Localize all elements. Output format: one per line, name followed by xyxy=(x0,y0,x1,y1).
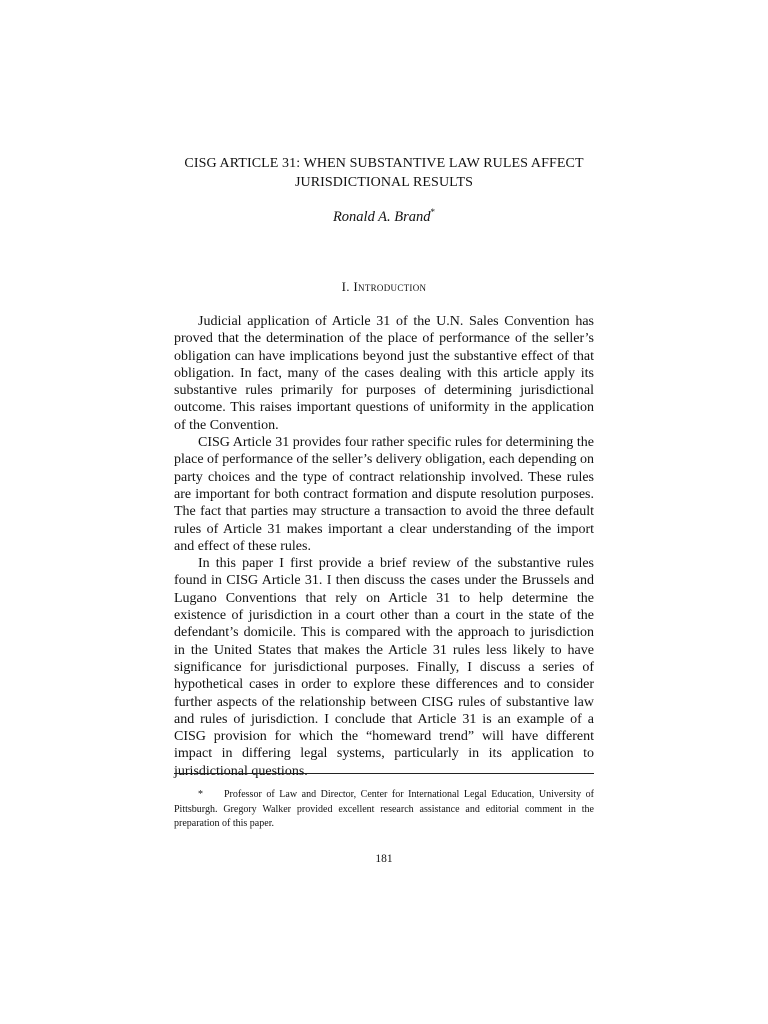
footnote xyxy=(174,788,594,832)
article-title-line-1: CISG ARTICLE 31: WHEN SUBSTANTIVE LAW RULES AFFECT xyxy=(184,156,584,171)
article-title xyxy=(100,154,668,192)
author-byline xyxy=(100,209,668,226)
author-name: Ronald A. Brand xyxy=(332,209,431,225)
body-paragraph-1: Judicial application of Article 31 of the U.N. Sales Convention has proved that the determination of the place of performance of the seller’s obligation can have implications beyond just the substantive effect of that obligation. In fact, many of the cases dealing with this article apply its substantive rules primarily for purposes of determining jurisdictional outcome. This raises important questions of uniformity in the application of the Convention. xyxy=(174,314,594,433)
section-heading: I. Introduction xyxy=(341,279,427,294)
author-footnote-marker: * xyxy=(430,207,436,217)
page-number: 181 xyxy=(375,853,393,865)
article-title-line-2: JURISDICTIONAL RESULTS xyxy=(294,175,474,190)
body-paragraph-2: CISG Article 31 provides four rather specific rules for determining the place of performance of the seller’s delivery obligation, each depending on party choices and the type of contract relationship involved. These rules are important for both contract formation and dispute resolution purposes. The fact that parties may structure a transaction to avoid the three default rules of Article 31 makes important a clear understanding of the import and effect of these rules. xyxy=(174,435,594,554)
footnote-divider xyxy=(174,773,594,774)
footnote-marker: * xyxy=(198,789,203,800)
body-text xyxy=(174,313,594,780)
body-paragraph-3: In this paper I first provide a brief review of the substantive rules found in CISG Article 31. I then discuss the cases under the Brussels and Lugano Conventions that rely on Article 31 to help determine the existence of jurisdiction in a court other than a court in the state of the defendant’s domicile. This is compared with the approach to jurisdiction in the United States that makes the Article 31 rules less likely to have significance for jurisdictional purposes. Finally, I discuss a series of hypothetical cases in order to explore these differences and to consider further aspects of the relationship between CISG rules of substantive law and rules of jurisdiction. I conclude that Article 31 is an example of a CISG provision for which the “homeward trend” will have different impact in differing legal systems, particularly in its application to jurisdictional questions. xyxy=(174,556,594,779)
footnote-text: Professor of Law and Director, Center for International Legal Education, University of Pittsburgh. Gregory Walker provided excellent research assistance and editorial comment in the preparation of this paper. xyxy=(174,789,594,829)
